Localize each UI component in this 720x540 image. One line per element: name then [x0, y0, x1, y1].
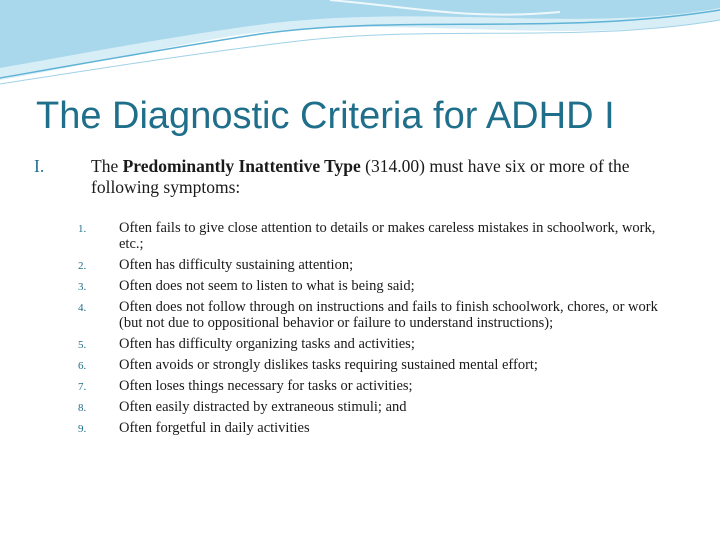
criteria-text: Often forgetful in daily activities [119, 420, 310, 436]
criteria-number: 7. [78, 381, 87, 393]
criteria-item [34, 420, 674, 436]
criteria-number: 5. [78, 339, 87, 351]
section-item [34, 156, 674, 198]
criteria-item [34, 220, 674, 252]
criteria-item [34, 399, 674, 415]
section-text-bold: Predominantly Inattentive Type [122, 156, 361, 176]
criteria-text: Often does not seem to listen to what is being said; [119, 278, 415, 294]
criteria-item [34, 257, 674, 273]
criteria-item [34, 278, 674, 294]
criteria-number: 4. [78, 302, 87, 314]
criteria-text: Often loses things necessary for tasks or activities; [119, 378, 413, 394]
criteria-text: Often does not follow through on instructions and fails to finish schoolwork, chores, or work (but not due to oppositional behavior or failure to understand instructions); [119, 299, 658, 331]
slide-title: The Diagnostic Criteria for ADHD I [36, 95, 615, 137]
criteria-number: 3. [78, 281, 87, 293]
criteria-number: 1. [78, 223, 87, 235]
criteria-item [34, 378, 674, 394]
slide-content [34, 156, 674, 441]
section-numeral: I. [34, 156, 45, 176]
criteria-item [34, 336, 674, 352]
criteria-item [34, 357, 674, 373]
section-text [91, 156, 674, 198]
criteria-text: Often has difficulty sustaining attention; [119, 257, 354, 273]
header-wave-decoration [0, 0, 720, 90]
criteria-number: 8. [78, 402, 87, 414]
criteria-text: Often fails to give close attention to details or makes careless mistakes in schoolwork, work, etc.; [119, 220, 656, 252]
criteria-text: Often easily distracted by extraneous stimuli; and [119, 399, 407, 415]
criteria-number: 6. [78, 360, 87, 372]
criteria-number: 2. [78, 260, 87, 272]
section-text-tail: (314.00) must have six or more of the following symptoms: [91, 156, 630, 197]
criteria-text: Often has difficulty organizing tasks and activities; [119, 336, 415, 352]
criteria-item [34, 299, 674, 331]
criteria-text: Often avoids or strongly dislikes tasks requiring sustained mental effort; [119, 357, 538, 373]
criteria-list [34, 220, 674, 436]
section-text-lead: The [91, 156, 123, 176]
criteria-number: 9. [78, 423, 87, 435]
